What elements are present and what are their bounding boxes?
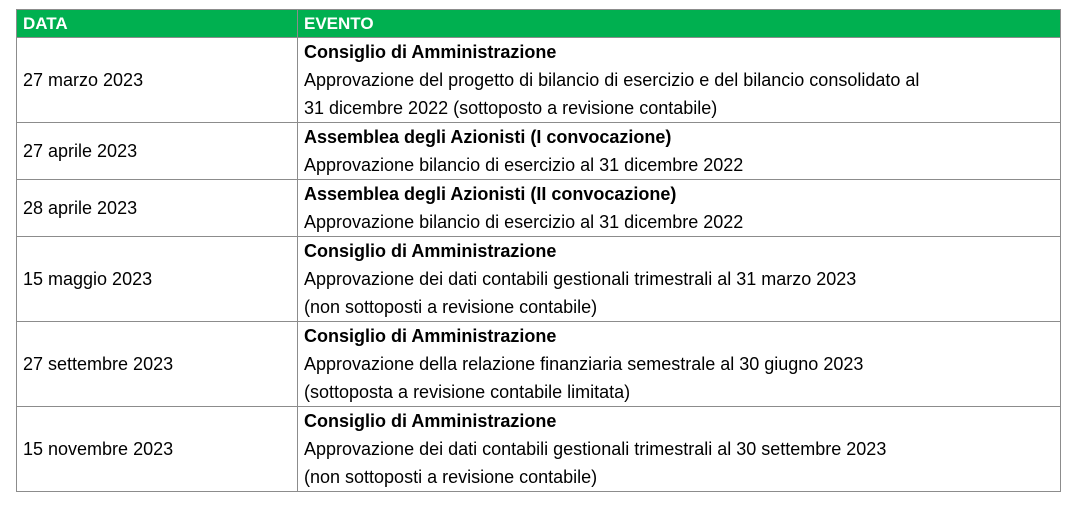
row-date: 28 aprile 2023: [17, 180, 298, 237]
row-date: 15 maggio 2023: [17, 237, 298, 322]
event-description: 31 dicembre 2022 (sottoposto a revisione contabile): [304, 98, 718, 118]
row-event: [298, 123, 1061, 180]
event-title: Consiglio di Amministrazione: [304, 241, 557, 261]
row-event: [298, 180, 1061, 237]
event-description: Approvazione dei dati contabili gestionali trimestrali al 31 marzo 2023: [304, 269, 857, 289]
table-row: [17, 180, 1061, 237]
header-date: DATA: [17, 10, 298, 38]
event-description: (non sottoposti a revisione contabile): [304, 467, 598, 487]
event-title: Assemblea degli Azionisti (I convocazione): [304, 127, 672, 147]
row-date: 15 novembre 2023: [17, 407, 298, 492]
table-row: [17, 322, 1061, 407]
event-title: Consiglio di Amministrazione: [304, 326, 557, 346]
table-row: [17, 38, 1061, 123]
row-date: 27 aprile 2023: [17, 123, 298, 180]
row-event: [298, 407, 1061, 492]
header-row: [17, 10, 1061, 38]
event-description: Approvazione del progetto di bilancio di esercizio e del bilancio consolidato al: [304, 70, 920, 90]
event-description: (sottoposta a revisione contabile limitata): [304, 382, 631, 402]
event-description: Approvazione bilancio di esercizio al 31 dicembre 2022: [304, 212, 744, 232]
table-row: [17, 123, 1061, 180]
event-description: Approvazione dei dati contabili gestionali trimestrali al 30 settembre 2023: [304, 439, 887, 459]
header-event: EVENTO: [298, 10, 1061, 38]
financial-calendar-table: [16, 9, 1061, 492]
event-title: Assemblea degli Azionisti (II convocazione): [304, 184, 677, 204]
event-title: Consiglio di Amministrazione: [304, 42, 557, 62]
row-date: 27 marzo 2023: [17, 38, 298, 123]
event-title: Consiglio di Amministrazione: [304, 411, 557, 431]
row-event: [298, 237, 1061, 322]
event-description: Approvazione bilancio di esercizio al 31 dicembre 2022: [304, 155, 744, 175]
row-event: [298, 322, 1061, 407]
event-description: Approvazione della relazione finanziaria semestrale al 30 giugno 2023: [304, 354, 864, 374]
row-event: [298, 38, 1061, 123]
table-row: [17, 237, 1061, 322]
row-date: 27 settembre 2023: [17, 322, 298, 407]
event-description: (non sottoposti a revisione contabile): [304, 297, 598, 317]
table-row: [17, 407, 1061, 492]
